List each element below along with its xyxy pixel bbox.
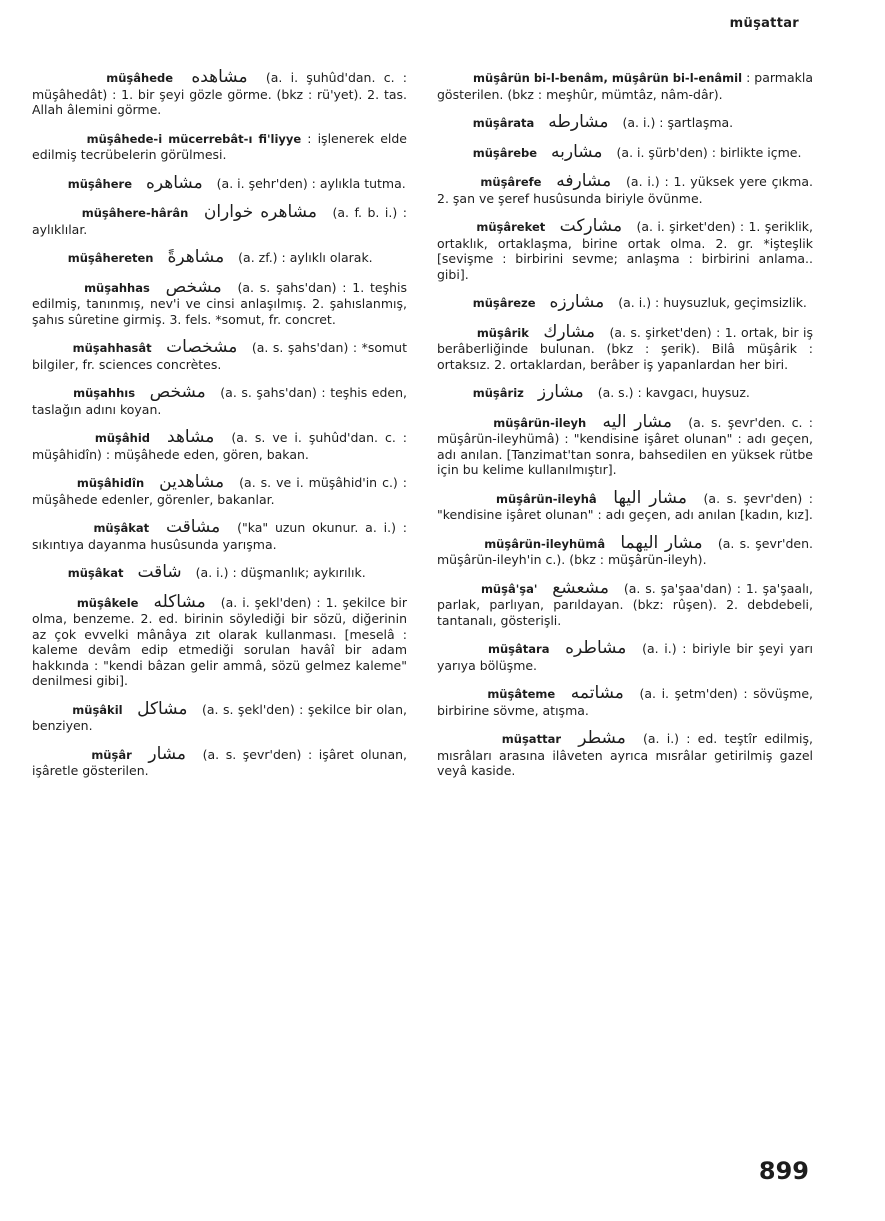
entry-definition: : işlenerek elde edilmiş tecrübelerin görülmesi. [32, 130, 407, 162]
dictionary-entry [32, 591, 407, 689]
entry-headword: müşâhid [94, 431, 151, 445]
dictionary-entry [32, 67, 408, 118]
entry-definition: (a. i. şuhûd'dan. c. : müşâhedât) : 1. bir şeyi gözle görme. (bkz : rü'yet). 2. tas. Allah âlemini görme. [32, 70, 408, 117]
entry-headword: müşârik [476, 325, 529, 340]
entry-arabic-script: مشاهره خواران [203, 202, 317, 222]
entry-arabic-script: مشاهدين [159, 472, 225, 492]
dictionary-entry [32, 427, 407, 462]
dictionary-entry [437, 382, 813, 402]
entry-headword: müşâhede-i mücerrebât-ı fi'liyye [86, 131, 302, 146]
entry-headword: müşâhede [106, 71, 174, 85]
entry-arabic-script: مشار [148, 743, 187, 764]
entry-arabic-script: مشاهد [167, 427, 215, 447]
entry-definition: (a. zf.) : aylıklı olarak. [238, 250, 373, 265]
entry-definition: : parmakla gösterilen. (bkz : meşhûr, mümtâz, nâm-dâr). [437, 70, 813, 102]
entry-headword: müşahhas [84, 280, 150, 295]
entry-headword: müşârata [472, 116, 535, 130]
right-column [437, 70, 813, 792]
entry-headword: müşârefe [480, 175, 542, 189]
entry-definition: (a. s.) : kavgacı, huysuz. [597, 385, 750, 400]
entry-arabic-script: مشاهده [191, 67, 248, 87]
entry-headword: müşâtara [487, 642, 550, 656]
entry-arabic-script: مشارطه [548, 112, 609, 132]
entry-headword: müşâteme [487, 687, 556, 701]
entry-arabic-script: مشار اليها [613, 487, 687, 508]
entry-headword: müşârün-ileyh [493, 415, 587, 430]
running-head: müşattar [729, 16, 799, 31]
dictionary-entry [437, 577, 813, 629]
entry-headword: müşâreket [476, 220, 546, 234]
dictionary-entry [437, 411, 813, 478]
entry-definition: (a. s. şahs'dan) : teşhis eden, taslağın adını koyan. [32, 385, 408, 417]
dictionary-entry [32, 337, 407, 372]
entry-definition: (a. s. şa'şaa'dan) : 1. şa'şaalı, parlak, parlıyan, parıldayan. (bkz: rûşen). 2. debdebeli, tantanalı, gösterişli. [437, 580, 813, 628]
dictionary-entry [437, 728, 813, 779]
entry-arabic-script: مشاركت [559, 216, 623, 236]
entry-definition: (a. i.) : 1. yüksek yere çıkma. 2. şan ve şeref husûsunda biriyle övünme. [437, 174, 813, 206]
entry-definition: (a. s. şahs'dan) : 1. teşhis edilmiş, tanınmış, nev'i ve cinsi anlaşılmış. 2. şahıslanmış, şahıs sûretine girmiş. 3. fels. *somut, fr. concret. [32, 279, 408, 327]
entry-definition: (a. i.) : düşmanlık; aykırılık. [195, 565, 366, 580]
entry-arabic-script: مشاطره [565, 638, 627, 658]
entry-definition: (a. i. şirket'den) : 1. şeriklik, ortaklık, ortaklaşma, birine ortak olma. 2. gr. *işteşlik [sevişme : birbirini sevme; anlaşma : birbirini anlama.. gibi]. [437, 219, 813, 282]
dictionary-entry [32, 517, 407, 552]
entry-definition: (a. s. şevr'den) : "kendisine işâret olunan" : adı geçen, adı anılan [kadın, kız]. [437, 490, 813, 522]
entry-headword: müşâkat [93, 521, 150, 535]
entry-headword: müşâreze [472, 296, 536, 310]
dictionary-entry [32, 698, 407, 734]
entry-headword: müşâhereten [67, 251, 154, 265]
entry-arabic-script: مشاتمه [570, 683, 624, 703]
entry-arabic-script: مشخص [149, 382, 206, 402]
entry-arabic-script: شاقت [137, 562, 182, 582]
entry-headword: müşattar [501, 732, 561, 746]
entry-definition: (a. i.) : ed. teştîr edilmiş, mısrâları arasına ilâveten ayrıca mısrâlar getirilmiş gazel veyâ kaside. [437, 731, 813, 778]
entry-definition: (a. i.) : şartlaşma. [622, 115, 734, 130]
entry-headword: müşâriz [472, 386, 524, 400]
entry-headword: müşahhıs [73, 386, 136, 400]
entry-arabic-script: مشارزه [549, 292, 605, 312]
dictionary-entry [32, 247, 407, 267]
entry-definition: (a. s. ve i. şuhûd'dan. c. : müşâhidîn) : müşâhede eden, gören, bakan. [32, 430, 407, 462]
entry-definition: (a. i. şehr'den) : aylıkla tutma. [216, 175, 406, 191]
entry-definition: (a. i.) : huysuzluk, geçimsizlik. [618, 295, 807, 310]
entry-arabic-script: مشاكله [153, 591, 206, 612]
dictionary-entry [32, 131, 407, 163]
entry-definition: (a. s. şahs'dan) : *somut bilgiler, fr. sciences concrètes. [32, 340, 407, 372]
dictionary-entry [437, 683, 813, 718]
dictionary-entry [32, 172, 407, 193]
entry-headword: müşâr [91, 747, 132, 762]
dictionary-entry [32, 202, 407, 237]
left-column [32, 67, 408, 792]
entry-headword: müşâkele [76, 595, 139, 610]
dictionary-entry [437, 321, 814, 373]
entry-definition: (a. i. şetm'den) : sövüşme, birbirine sövme, atışma. [437, 686, 813, 718]
entry-headword: müşâkil [72, 702, 123, 717]
dictionary-entry [437, 171, 813, 206]
entry-definition: (a. s. şevr'den. müşârün-ileyh'in c.). (bkz : müşârün-ileyh). [437, 535, 813, 567]
entry-arabic-script: مشاربه [551, 141, 603, 162]
entry-arabic-script: مشاكل [137, 698, 188, 719]
entry-definition: (a. i. şürb'den) : birlikte içme. [616, 144, 802, 160]
entry-definition: (a. s. şevr'den) : işâret olunan, işâretle gösterilen. [32, 746, 407, 778]
entry-headword: müşâhere-hârân [81, 206, 189, 220]
entry-arabic-script: مشخص [165, 276, 222, 297]
entry-arabic-script: مشاهره [145, 172, 203, 193]
dictionary-entry [32, 472, 407, 507]
dictionary-entry [32, 382, 408, 417]
dictionary-entry [437, 638, 813, 673]
entry-definition: (a. i.) : biriyle bir şeyi yarı yarıya bölüşme. [437, 641, 813, 673]
dictionary-entry [437, 292, 813, 312]
entry-definition: (a. s. şirket'den) : 1. ortak, bir iş berâberliğinde bulunan. (bkz : şerik). Bilâ müşârik : ortaksız. 2. ortaklardan, berâber iş yapanlardan her biri. [437, 324, 814, 372]
entry-definition: (a. s. ve i. müşâhid'in c.) : müşâhede edenler, görenler, bakanlar. [32, 475, 407, 507]
entry-definition: ("ka" uzun okunur. a. i.) : sıkıntıya dayanma husûsunda yarışma. [32, 520, 407, 552]
entry-definition: (a. s. şevr'den. c. : müşârün-ileyhümâ) : "kendisine işâret olunan" : adı geçen, adı anılan. [Tanzimat'tan sonra, bahsedilen en yüksek rütbe için bu kelime kullanılmıştır]. [437, 414, 813, 477]
dictionary-entry [32, 743, 407, 779]
entry-arabic-script: مشار اليهما [620, 532, 703, 553]
entry-headword: müşârün-ileyhümâ [484, 536, 606, 551]
entry-headword: müşârebe [472, 145, 538, 160]
entry-arabic-script: مشاهرةً [167, 247, 225, 267]
dictionary-entry [437, 487, 813, 523]
dictionary-entry [437, 532, 813, 568]
entry-headword: müşâhere [67, 176, 132, 191]
dictionary-entry [32, 276, 408, 328]
entry-definition: (a. s. şekl'den) : şekilce bir olan, benziyen. [32, 701, 407, 733]
dictionary-entry [437, 216, 813, 282]
entry-arabic-script: مشاقت [165, 517, 221, 537]
page-number: 899 [758, 1157, 809, 1185]
entry-arabic-script: مشارفه [556, 171, 612, 191]
entry-arabic-script: مشطر [578, 728, 626, 748]
entry-headword: müşâhidîn [76, 476, 145, 490]
entry-arabic-script: مشار اليه [602, 411, 672, 432]
entry-headword: müşârün bi-l-benâm, müşârün bi-l-enâmil [473, 71, 743, 85]
entry-arabic-script: مشارز [537, 382, 584, 402]
entry-definition: (a. f. b. i.) : aylıklılar. [32, 205, 407, 237]
entry-headword: müşâ'şa' [480, 581, 538, 596]
entry-headword: müşârün-ileyhâ [495, 491, 597, 506]
dictionary-entry [437, 112, 813, 132]
dictionary-entry [437, 141, 813, 162]
entry-headword: müşâkat [67, 566, 124, 580]
entry-arabic-script: مشارك [543, 321, 595, 342]
entry-arabic-script: مشعشع [552, 577, 609, 598]
dictionary-entry [437, 70, 813, 102]
dictionary-entry [32, 562, 407, 582]
entry-headword: müşahhasât [72, 341, 152, 355]
entry-definition: (a. i. şekl'den) : 1. şekilce bir olma, benzeme. 2. ed. birinin söylediği bir sözü, diğerinin az çok evvelki mânâya zıt olarak kullanması. [meselâ : kaleme devâm edip etmediği sorulan havâî bir adam hakkında : "kendi bâzan gelir ammâ, sözü gelmez kaleme" denilmesi gibi]. [32, 594, 407, 688]
entry-arabic-script: مشخصات [166, 337, 238, 357]
